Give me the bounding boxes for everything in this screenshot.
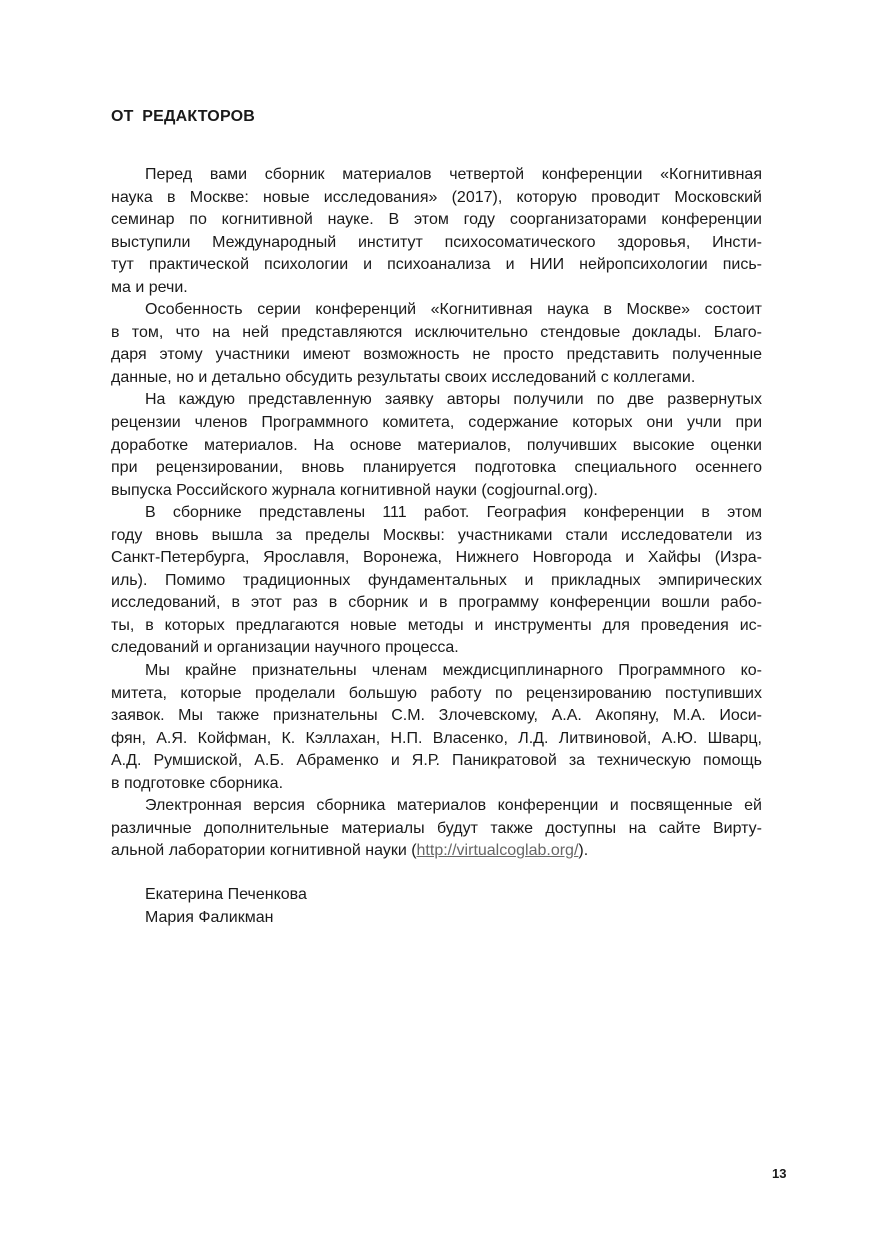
- text-line: семинар по когнитивной науке. В этом году соорганизаторами конференции: [111, 211, 762, 229]
- text-line: [111, 840, 762, 863]
- text-line: Мы крайне признательны членам междисциплинарного Программного ко-: [145, 662, 762, 680]
- text-line: заявок. Мы также признательны С.М. Злочевскому, А.А. Акопяну, М.А. Иоси-: [111, 707, 762, 725]
- page-heading: ОТ РЕДАКТОРОВ: [111, 108, 256, 125]
- text-line: митета, которые проделали большую работу по рецензированию поступивших: [111, 684, 762, 702]
- text-line: В сборнике представлены 111 работ. География конференции в этом: [145, 504, 762, 522]
- text-line: выпуска Российского журнала когнитивной науки (cogjournal.org).: [111, 481, 598, 499]
- text-line: данные, но и детально обсудить результаты своих исследований с коллегами.: [111, 368, 696, 386]
- paragraph: [111, 795, 762, 863]
- text-segment: альной лаборатории когнитивной науки (: [111, 842, 417, 860]
- text-line: исследований, в этот раз в сборник и в программу конференции вошли рабо-: [111, 594, 762, 612]
- text-line: году вновь вышла за пределы Москвы: участниками стали исследователи из: [111, 526, 762, 544]
- signatures: [145, 884, 307, 929]
- text-line: доработке материалов. На основе материалов, получивших высокие оценки: [111, 436, 762, 454]
- text-line: рецензии членов Программного комитета, содержание которых они учли при: [111, 414, 762, 432]
- text-line: тут практической психологии и психоанализа и НИИ нейропсихологии пись-: [111, 256, 762, 274]
- text-line: Санкт-Петербурга, Ярославля, Воронежа, Нижнего Новгорода и Хайфы (Изра-: [111, 549, 762, 567]
- text-segment: ).: [578, 842, 589, 860]
- paragraph: [111, 164, 762, 299]
- text-line: следований и организации научного процесса.: [111, 639, 459, 657]
- text-line: в том, что на ней представляются исключительно стендовые доклады. Благо-: [111, 323, 762, 341]
- text-line: фян, А.Я. Койфман, К. Кэллахан, Н.П. Власенко, Л.Д. Литвиновой, А.Ю. Шварц,: [111, 729, 762, 747]
- paragraph: [111, 299, 762, 389]
- text-line: Особенность серии конференций «Когнитивная наука в Москве» состоит: [145, 301, 762, 319]
- paragraph: [111, 502, 762, 660]
- document-body: [111, 164, 762, 863]
- text-line: Перед вами сборник материалов четвертой конференции «Когнитивная: [145, 166, 762, 183]
- page-number: 13: [772, 1166, 787, 1181]
- text-line: в подготовке сборника.: [111, 774, 284, 792]
- text-line: Электронная версия сборника материалов конференции и посвященные ей: [145, 797, 762, 815]
- signature-name: Екатерина Печенкова: [145, 886, 307, 903]
- text-line: А.Д. Румшиской, А.Б. Абраменко и Я.Р. Паникратовой за техническую помощь: [111, 752, 762, 770]
- virtualcoglab-link[interactable]: http://virtualcoglab.org/: [416, 842, 579, 860]
- text-line: при рецензировании, вновь планируется подготовка специального осеннего: [111, 459, 762, 477]
- text-line: иль). Помимо традиционных фундаментальных и прикладных эмпирических: [111, 571, 762, 589]
- paragraph: [111, 660, 762, 795]
- text-line: ты, в которых предлагаются новые методы и инструменты для проведения ис-: [111, 616, 762, 634]
- text-line: наука в Москве: новые исследования» (2017), которую проводит Московский: [111, 188, 762, 206]
- signature-name: Мария Фаликман: [145, 908, 274, 926]
- text-line: ма и речи.: [111, 278, 188, 296]
- text-line: выступили Международный институт психосоматического здоровья, Инсти-: [111, 233, 762, 251]
- paragraph: [111, 389, 762, 502]
- text-line: даря этому участники имеют возможность не просто представить полученные: [111, 346, 762, 364]
- text-line: различные дополнительные материалы будут также доступны на сайте Вирту-: [111, 819, 762, 837]
- text-line: На каждую представленную заявку авторы получили по две развернутых: [145, 391, 762, 409]
